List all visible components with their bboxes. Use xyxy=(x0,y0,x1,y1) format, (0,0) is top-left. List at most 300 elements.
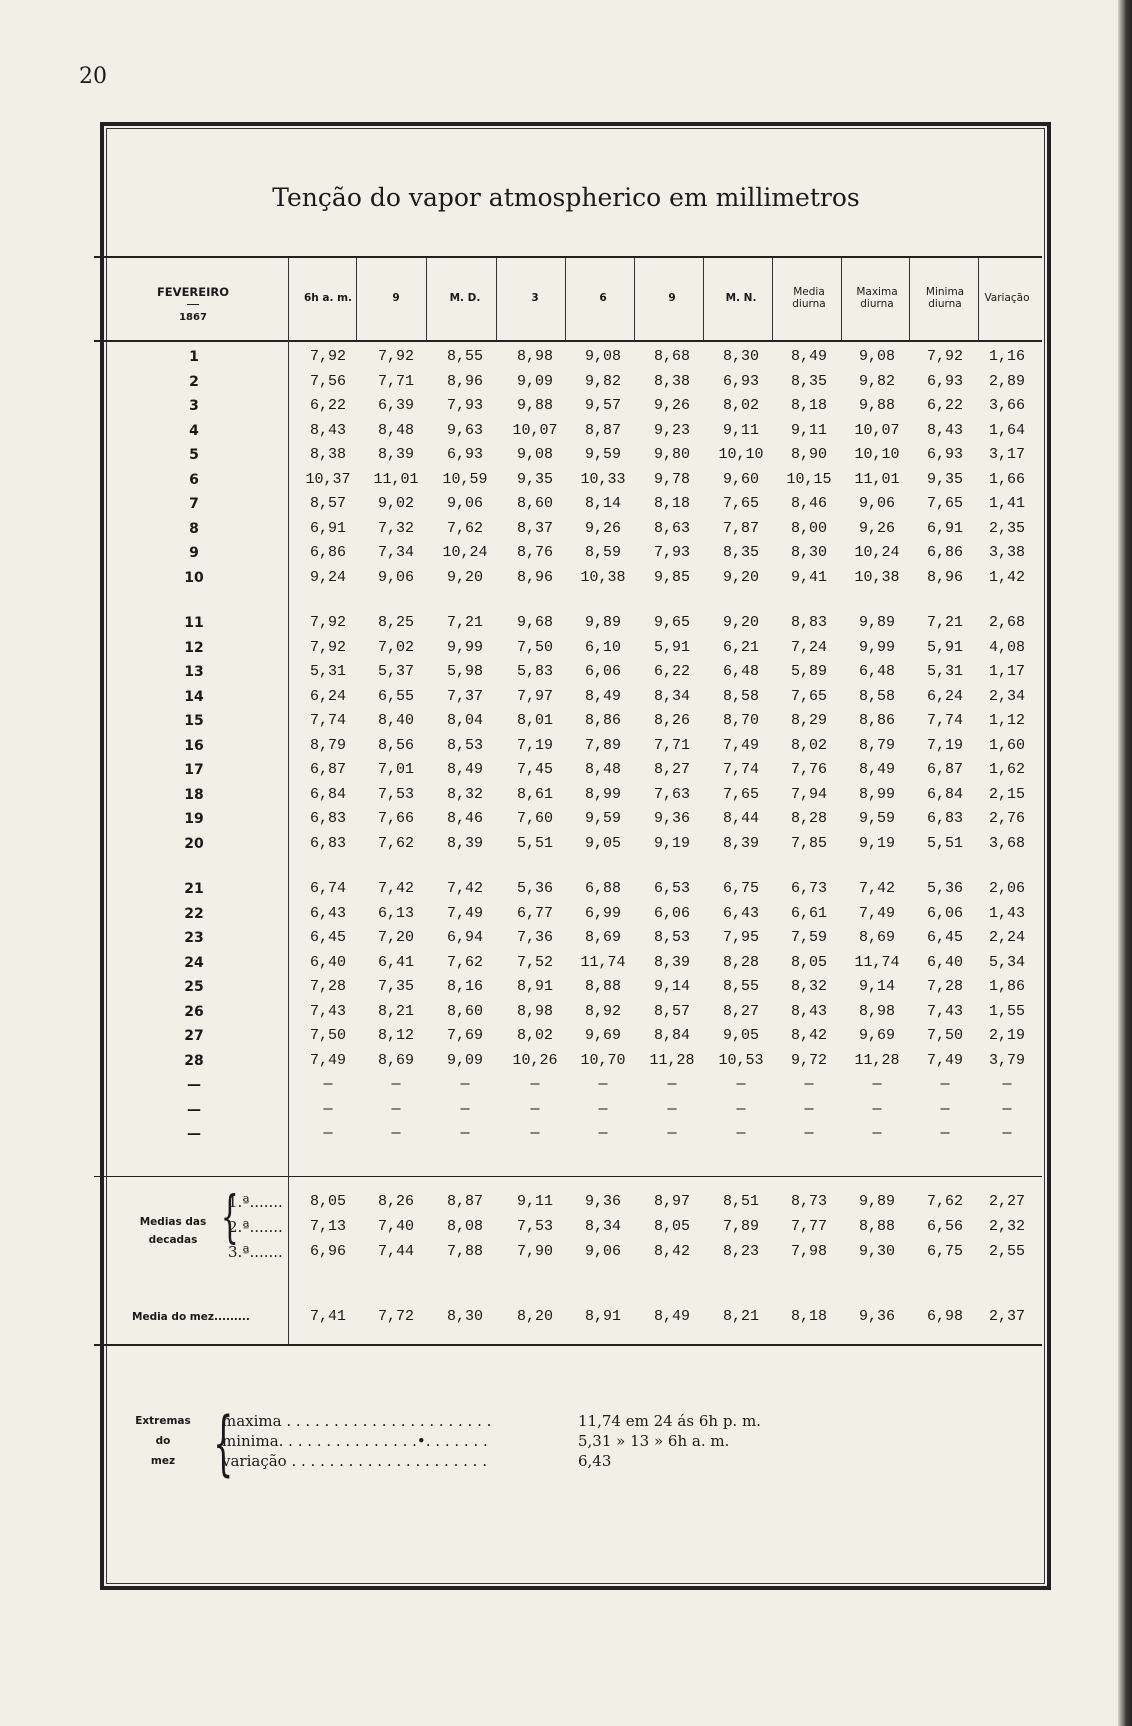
table-cell: 1,41 xyxy=(988,495,1025,512)
table-cell: 7,50 xyxy=(516,638,553,656)
table-cell: 8,53 xyxy=(446,736,483,754)
table-cell: 7,85 xyxy=(790,834,827,852)
header-bottom-rule xyxy=(94,340,1042,342)
table-cell: 8,43 xyxy=(309,421,346,439)
summary-top-rule xyxy=(94,1176,1042,1177)
table-cell: 6,84 xyxy=(926,785,963,803)
table-cell: 8,99 xyxy=(584,785,621,803)
table-cell: 5,34 xyxy=(988,953,1025,971)
month-mean-cell: 8,21 xyxy=(722,1308,759,1325)
table-cell: 8,69 xyxy=(584,929,621,946)
table-cell: 1,12 xyxy=(988,712,1025,729)
table-cell: 5,31 xyxy=(926,663,963,680)
table-cell: 9,08 xyxy=(858,348,895,365)
table-cell: 8,83 xyxy=(790,614,827,631)
table-cell: 6,10 xyxy=(584,638,621,656)
table-cell: 8,02 xyxy=(722,397,759,414)
table-cell: 6,45 xyxy=(309,929,346,946)
extreme-value: 6,43 xyxy=(578,1452,612,1470)
decade-cell: 8,87 xyxy=(446,1193,483,1210)
extremes-label-3: mez xyxy=(150,1455,176,1467)
table-cell: 1,86 xyxy=(988,978,1025,995)
table-cell: — xyxy=(1002,1125,1012,1142)
table-cell: 7,62 xyxy=(446,519,483,537)
table-cell: 7,62 xyxy=(377,834,414,852)
extremes-brace: { xyxy=(213,1402,234,1484)
table-cell: 6,22 xyxy=(653,663,690,680)
month-mean-cell: 7,41 xyxy=(309,1308,346,1325)
month-mean-cell: 6,98 xyxy=(926,1308,963,1325)
table-cell: 9,06 xyxy=(858,495,895,512)
table-cell: 6,24 xyxy=(309,687,346,705)
decade-cell: 9,89 xyxy=(858,1193,895,1210)
day-number: 21 xyxy=(184,881,204,897)
table-cell: 6,06 xyxy=(926,904,963,922)
table-cell: 9,06 xyxy=(377,568,414,586)
table-cell: 8,29 xyxy=(790,712,827,729)
extreme-value: 5,31 » 13 » 6h a. m. xyxy=(578,1432,730,1450)
table-cell: 2,89 xyxy=(988,372,1025,390)
table-cell: — xyxy=(460,1100,470,1118)
table-cell: 8,30 xyxy=(722,348,759,365)
table-cell: 5,91 xyxy=(926,638,963,656)
table-cell: 8,27 xyxy=(653,761,690,778)
table-cell: 9,35 xyxy=(516,470,553,488)
table-cell: 8,37 xyxy=(516,519,553,537)
table-cell: 5,91 xyxy=(653,638,690,656)
table-cell: 7,19 xyxy=(516,736,553,754)
column-header: M. D. xyxy=(449,292,481,304)
table-cell: — xyxy=(530,1125,540,1142)
table-cell: — xyxy=(460,1125,470,1142)
table-cell: 3,68 xyxy=(988,834,1025,852)
table-cell: 9,88 xyxy=(516,397,553,414)
table-cell: 9,57 xyxy=(584,397,621,414)
table-cell: 6,93 xyxy=(446,446,483,463)
table-cell: 9,09 xyxy=(516,372,553,390)
table-cell: 7,76 xyxy=(790,761,827,778)
table-cell: 7,87 xyxy=(722,519,759,537)
table-cell: 8,79 xyxy=(309,736,346,754)
table-cell: 7,65 xyxy=(722,495,759,512)
table-cell: 8,57 xyxy=(653,1002,690,1020)
table-cell: 7,92 xyxy=(309,614,346,631)
extreme-name: variação . . . . . . . . . . . . . . . . . . . . . xyxy=(222,1452,487,1470)
table-cell: 8,69 xyxy=(858,929,895,946)
table-cell: 8,63 xyxy=(653,519,690,537)
table-cell: 10,07 xyxy=(854,421,900,439)
table-cell: 8,32 xyxy=(790,978,827,995)
table-cell: 8,21 xyxy=(377,1002,414,1020)
table-cell: 2,76 xyxy=(988,810,1025,827)
day-number: 2 xyxy=(189,373,199,390)
table-cell: 6,74 xyxy=(309,880,346,897)
table-cell: 9,60 xyxy=(722,470,759,488)
decade-cell: 8,34 xyxy=(584,1218,621,1235)
extreme-name: maxima . . . . . . . . . . . . . . . . . . . . . . xyxy=(222,1412,492,1430)
table-cell: 7,42 xyxy=(858,880,895,897)
decade-cell: 8,97 xyxy=(653,1193,690,1210)
column-header: 9 xyxy=(392,292,400,304)
table-cell: 10,24 xyxy=(442,544,488,561)
table-cell: — xyxy=(872,1100,882,1118)
table-cell: 1,55 xyxy=(988,1002,1025,1020)
table-cell: 6,53 xyxy=(653,880,690,897)
column-header: Minima diurna xyxy=(925,286,965,310)
table-cell: 9,85 xyxy=(653,568,690,586)
table-cell: 3,66 xyxy=(988,397,1025,414)
table-cell: 8,96 xyxy=(926,568,963,586)
table-cell: 8,76 xyxy=(516,544,553,561)
table-cell: 9,26 xyxy=(858,519,895,537)
column-header: 6 xyxy=(599,292,607,304)
table-cell: 7,94 xyxy=(790,785,827,803)
decade-cell: 7,53 xyxy=(516,1218,553,1235)
day-number: — xyxy=(187,1126,201,1142)
table-cell: 8,48 xyxy=(584,761,621,778)
table-cell: 9,68 xyxy=(516,614,553,631)
table-cell: 7,89 xyxy=(584,736,621,754)
table-cell: 8,60 xyxy=(516,495,553,512)
table-cell: 7,37 xyxy=(446,687,483,705)
table-cell: 9,02 xyxy=(377,495,414,512)
table-cell: 8,98 xyxy=(516,348,553,365)
table-cell: 5,89 xyxy=(790,663,827,680)
table-cell: 10,15 xyxy=(786,470,832,488)
table-cell: 7,24 xyxy=(790,638,827,656)
table-cell: — xyxy=(598,1100,608,1118)
table-cell: 8,40 xyxy=(377,712,414,729)
table-cell: — xyxy=(736,1100,746,1118)
decade-cell: 6,75 xyxy=(926,1243,963,1260)
table-cell: 11,01 xyxy=(373,470,419,488)
table-cell: 8,55 xyxy=(446,348,483,365)
table-cell: 8,86 xyxy=(858,712,895,729)
day-number: 23 xyxy=(184,930,204,946)
decade-cell: 7,77 xyxy=(790,1218,827,1235)
table-cell: 8,39 xyxy=(377,446,414,463)
table-cell: 7,45 xyxy=(516,761,553,778)
day-number: 20 xyxy=(184,835,204,852)
month-mean-label: Media do mez......... xyxy=(132,1311,250,1323)
table-cell: 7,49 xyxy=(446,904,483,922)
table-cell: 6,06 xyxy=(584,663,621,680)
day-number: 3 xyxy=(189,398,199,414)
table-cell: — xyxy=(530,1100,540,1118)
table-cell: 9,06 xyxy=(446,495,483,512)
decade-label: 2.ª....... xyxy=(228,1218,283,1236)
table-cell: 8,27 xyxy=(722,1002,759,1020)
table-cell: 7,50 xyxy=(309,1027,346,1044)
table-cell: 8,88 xyxy=(584,978,621,995)
table-cell: 2,34 xyxy=(988,687,1025,705)
table-cell: 10,24 xyxy=(854,544,900,561)
day-number: 7 xyxy=(189,496,199,512)
month-mean-cell: 8,30 xyxy=(446,1308,483,1325)
table-cell: 8,02 xyxy=(790,736,827,754)
table-cell: 8,04 xyxy=(446,712,483,729)
table-cell: 8,01 xyxy=(516,712,553,729)
table-cell: 9,63 xyxy=(446,421,483,439)
table-cell: 7,92 xyxy=(926,348,963,365)
table-cell: 10,26 xyxy=(512,1051,558,1069)
table-cell: 7,32 xyxy=(377,519,414,537)
table-cell: 5,37 xyxy=(377,663,414,680)
table-cell: 9,59 xyxy=(584,446,621,463)
decade-cell: 8,73 xyxy=(790,1193,827,1210)
table-cell: 9,89 xyxy=(858,614,895,631)
day-number: 19 xyxy=(184,811,204,827)
table-cell: 8,00 xyxy=(790,519,827,537)
table-cell: 7,74 xyxy=(309,712,346,729)
table-cell: 9,99 xyxy=(446,638,483,656)
table-cell: 5,51 xyxy=(926,834,963,852)
table-cell: 7,42 xyxy=(446,880,483,897)
table-cell: 8,43 xyxy=(790,1002,827,1020)
table-cell: 6,41 xyxy=(377,953,414,971)
table-cell: 8,99 xyxy=(858,785,895,803)
table-cell: 9,26 xyxy=(584,519,621,537)
table-cell: 6,21 xyxy=(722,638,759,656)
table-cell: 8,48 xyxy=(377,421,414,439)
table-cell: 7,49 xyxy=(722,736,759,754)
decades-label: Medias das decadas xyxy=(139,1216,207,1246)
table-cell: 8,14 xyxy=(584,495,621,512)
table-cell: 8,84 xyxy=(653,1027,690,1044)
table-cell: 8,02 xyxy=(516,1027,553,1044)
decade-cell: 6,96 xyxy=(309,1243,346,1260)
decade-cell: 7,13 xyxy=(309,1218,346,1235)
table-cell: 1,43 xyxy=(988,904,1025,922)
table-cell: 10,53 xyxy=(718,1051,764,1069)
table-cell: 8,61 xyxy=(516,785,553,803)
table-cell: 4,08 xyxy=(988,638,1025,656)
decade-cell: 7,40 xyxy=(377,1218,414,1235)
table-cell: 9,19 xyxy=(653,834,690,852)
table-cell: 5,36 xyxy=(516,880,553,897)
table-cell: 11,74 xyxy=(580,953,626,971)
table-cell: — xyxy=(598,1125,608,1142)
table-cell: 5,51 xyxy=(516,834,553,852)
day-number: 27 xyxy=(184,1028,204,1044)
table-cell: — xyxy=(940,1076,950,1093)
table-cell: 5,98 xyxy=(446,663,483,680)
table-cell: 8,39 xyxy=(722,834,759,852)
table-cell: 5,31 xyxy=(309,663,346,680)
extreme-name: minima. . . . . . . . . . . . . . .•. . . . . . . xyxy=(222,1432,488,1450)
table-cell: 8,30 xyxy=(790,544,827,561)
table-cell: 8,49 xyxy=(858,761,895,778)
table-cell: 6,22 xyxy=(926,397,963,414)
table-cell: 1,16 xyxy=(988,348,1025,365)
decade-cell: 2,55 xyxy=(988,1243,1025,1260)
table-cell: 7,71 xyxy=(653,736,690,754)
table-cell: 1,42 xyxy=(988,568,1025,586)
table-cell: 10,10 xyxy=(718,446,764,463)
table-cell: 6,88 xyxy=(584,880,621,897)
decade-cell: 7,90 xyxy=(516,1243,553,1260)
month-mean-cell: 8,20 xyxy=(516,1308,553,1325)
table-cell: 9,41 xyxy=(790,568,827,586)
table-cell: 8,58 xyxy=(722,687,759,705)
table-cell: 8,59 xyxy=(584,544,621,561)
day-number: 9 xyxy=(189,545,199,561)
table-cell: 10,37 xyxy=(305,470,351,488)
table-cell: 6,13 xyxy=(377,904,414,922)
table-cell: 1,60 xyxy=(988,736,1025,754)
table-cell: 9,82 xyxy=(858,372,895,390)
table-cell: 8,42 xyxy=(790,1027,827,1044)
table-cell: 6,45 xyxy=(926,929,963,946)
table-cell: 6,40 xyxy=(309,953,346,971)
month-dash xyxy=(187,304,199,305)
table-cell: 7,92 xyxy=(377,348,414,365)
table-cell: — xyxy=(391,1100,401,1118)
decade-cell: 8,05 xyxy=(309,1193,346,1210)
year-label: 1867 xyxy=(179,312,207,323)
table-cell: 1,66 xyxy=(988,470,1025,488)
table-cell: 6,86 xyxy=(309,544,346,561)
table-cell: 10,10 xyxy=(854,446,900,463)
table-cell: 8,05 xyxy=(790,953,827,971)
table-cell: 6,06 xyxy=(653,904,690,922)
table-cell: 8,49 xyxy=(446,761,483,778)
table-cell: 2,19 xyxy=(988,1027,1025,1044)
decades-brace: { xyxy=(220,1185,239,1250)
table-cell: 8,35 xyxy=(790,372,827,390)
table-cell: 9,72 xyxy=(790,1051,827,1069)
table-cell: 8,87 xyxy=(584,421,621,439)
page-number: 20 xyxy=(79,64,107,89)
table-cell: 11,01 xyxy=(854,470,900,488)
day-number: 26 xyxy=(184,1003,204,1020)
table-cell: 7,28 xyxy=(926,978,963,995)
table-cell: 9,82 xyxy=(584,372,621,390)
table-cell: 9,11 xyxy=(722,421,759,439)
month-mean-cell: 2,37 xyxy=(988,1308,1025,1325)
table-cell: 9,65 xyxy=(653,614,690,631)
table-cell: 8,58 xyxy=(858,687,895,705)
table-cell: 6,83 xyxy=(926,810,963,827)
table-cell: 6,77 xyxy=(516,904,553,922)
table-cell: 6,83 xyxy=(309,810,346,827)
table-cell: 8,35 xyxy=(722,544,759,561)
table-cell: 6,91 xyxy=(926,519,963,537)
table-cell: 2,35 xyxy=(988,519,1025,537)
table-cell: 8,39 xyxy=(653,953,690,971)
table-cell: — xyxy=(323,1125,333,1142)
day-number: 18 xyxy=(184,786,204,803)
day-number: — xyxy=(187,1101,201,1118)
table-cell: 9,23 xyxy=(653,421,690,439)
table-cell: 7,92 xyxy=(309,348,346,365)
table-cell: 1,64 xyxy=(988,421,1025,439)
table-cell: 8,49 xyxy=(790,348,827,365)
table-cell: 10,33 xyxy=(580,470,626,488)
column-separator xyxy=(288,258,289,1344)
table-cell: 9,19 xyxy=(858,834,895,852)
table-cell: 8,18 xyxy=(790,397,827,414)
table-cell: 6,22 xyxy=(309,397,346,414)
table-cell: 9,08 xyxy=(516,446,553,463)
table-cell: 8,25 xyxy=(377,614,414,631)
table-cell: 7,34 xyxy=(377,544,414,561)
table-cell: — xyxy=(598,1076,608,1093)
decade-label: 1.ª....... xyxy=(228,1193,283,1211)
table-cell: 6,48 xyxy=(858,663,895,680)
table-cell: 7,28 xyxy=(309,978,346,995)
decade-cell: 9,36 xyxy=(584,1193,621,1210)
table-cell: — xyxy=(667,1076,677,1093)
day-number: 22 xyxy=(184,905,204,922)
table-cell: 7,97 xyxy=(516,687,553,705)
month-mean-cell: 8,49 xyxy=(653,1308,690,1325)
table-cell: 3,79 xyxy=(988,1051,1025,1069)
table-cell: 6,75 xyxy=(722,880,759,897)
table-cell: 10,38 xyxy=(580,568,626,586)
table-cell: 2,06 xyxy=(988,880,1025,897)
decade-cell: 2,27 xyxy=(988,1193,1025,1210)
table-cell: 7,71 xyxy=(377,372,414,390)
table-cell: 9,59 xyxy=(584,810,621,827)
table-cell: 8,60 xyxy=(446,1002,483,1020)
table-cell: — xyxy=(940,1100,950,1118)
table-cell: 6,91 xyxy=(309,519,346,537)
table-cell: 6,83 xyxy=(309,834,346,852)
table-cell: — xyxy=(667,1125,677,1142)
table-cell: 7,42 xyxy=(377,880,414,897)
table-cell: — xyxy=(804,1125,814,1142)
table-cell: 7,74 xyxy=(926,712,963,729)
decade-cell: 8,26 xyxy=(377,1193,414,1210)
month-mean-cell: 7,72 xyxy=(377,1308,414,1325)
day-number: 24 xyxy=(184,954,204,971)
table-cell: 6,40 xyxy=(926,953,963,971)
table-cell: 7,66 xyxy=(377,810,414,827)
day-number: 8 xyxy=(189,520,199,537)
table-title: Tenção do vapor atmospherico em millimetros xyxy=(272,183,860,212)
table-cell: 9,78 xyxy=(653,470,690,488)
table-cell: 8,70 xyxy=(722,712,759,729)
decade-cell: 7,62 xyxy=(926,1193,963,1210)
table-cell: — xyxy=(1002,1076,1012,1093)
table-cell: 8,38 xyxy=(653,372,690,390)
table-cell: 7,74 xyxy=(722,761,759,778)
extreme-value: 11,74 em 24 ás 6h p. m. xyxy=(578,1412,761,1430)
table-cell: 11,28 xyxy=(854,1051,900,1069)
table-cell: 9,05 xyxy=(722,1027,759,1044)
table-cell: 8,53 xyxy=(653,929,690,946)
table-cell: 9,99 xyxy=(858,638,895,656)
column-header: 3 xyxy=(531,292,539,304)
table-cell: 8,38 xyxy=(309,446,346,463)
table-cell: 9,24 xyxy=(309,568,346,586)
table-cell: — xyxy=(940,1125,950,1142)
table-cell: 9,20 xyxy=(446,568,483,586)
table-cell: 1,62 xyxy=(988,761,1025,778)
table-cell: 7,63 xyxy=(653,785,690,803)
table-cell: 3,38 xyxy=(988,544,1025,561)
table-cell: 6,87 xyxy=(926,761,963,778)
table-cell: 7,21 xyxy=(926,614,963,631)
decade-cell: 7,44 xyxy=(377,1243,414,1260)
table-cell: 8,46 xyxy=(446,810,483,827)
table-cell: 7,19 xyxy=(926,736,963,754)
day-number: 14 xyxy=(184,688,204,705)
table-cell: 10,38 xyxy=(854,568,900,586)
table-cell: 8,96 xyxy=(516,568,553,586)
table-cell: — xyxy=(804,1100,814,1118)
